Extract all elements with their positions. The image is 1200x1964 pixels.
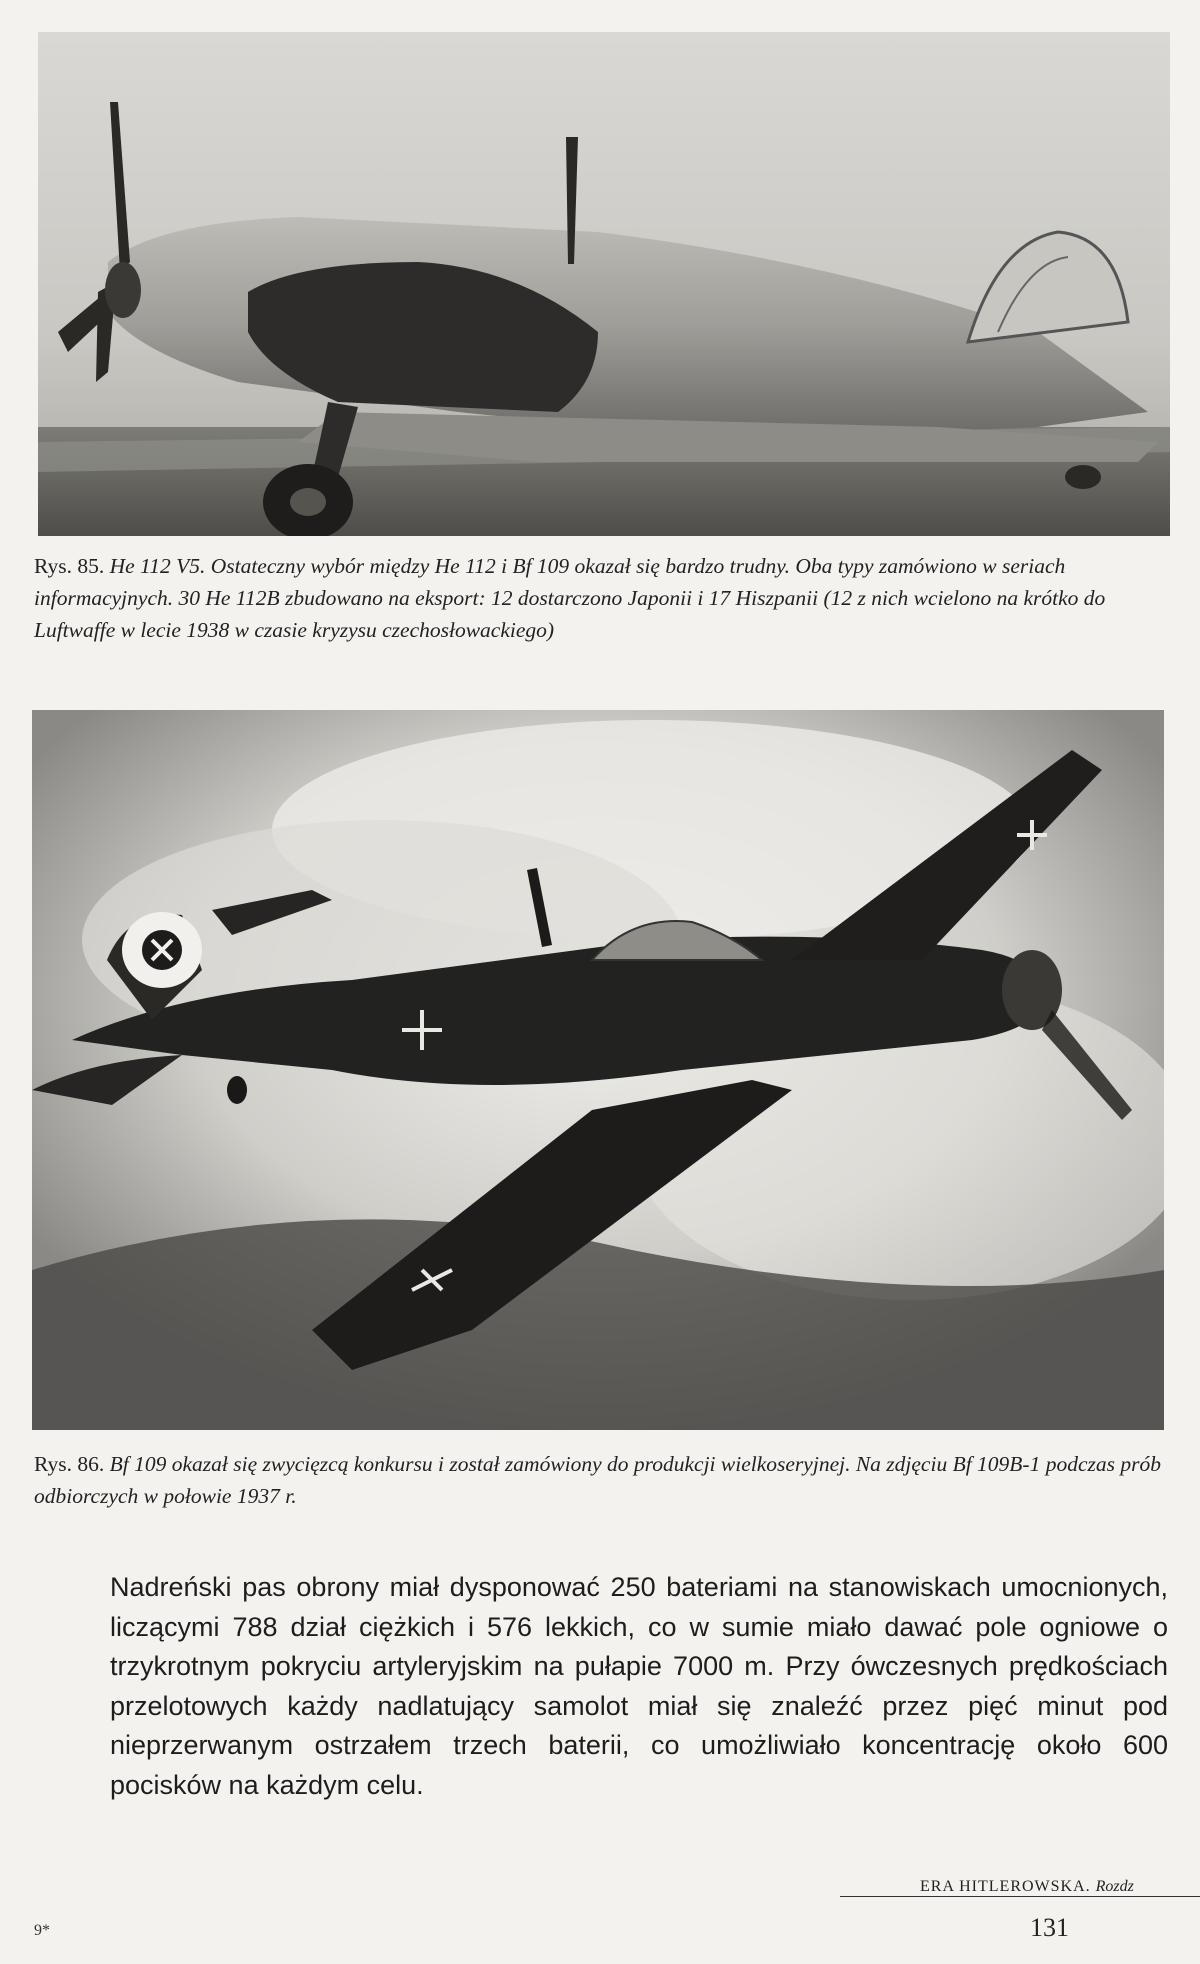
photo-bf-109b-1	[32, 710, 1164, 1430]
figure-caption-85	[34, 550, 1170, 646]
footer-rule	[840, 1896, 1200, 1897]
running-head-chapter: Rozdz	[1095, 1878, 1134, 1895]
figure-number: Rys. 86.	[34, 1452, 105, 1476]
bf-109-aircraft-photo	[32, 710, 1164, 1430]
he-112-aircraft-photo	[38, 32, 1170, 536]
signature-mark: 9*	[34, 1922, 50, 1939]
figure-caption-text: He 112 V5. Ostateczny wybór między He 112 i Bf 109 okazał się bardzo trudny. Oba typy zamówiono w seriach informacyjnych. 30 He 112B zbudowano na eksport: 12 dostarczono Japonii i 17 Hiszpanii (12 z nich wcielono na krótko do Luftwaffe w lecie 1938 w czasie kryzysu czechosłowackiego)	[34, 554, 1106, 642]
running-head-title: ERA HITLEROWSKA.	[920, 1878, 1091, 1895]
photo-he-112-v5	[38, 32, 1170, 536]
page-number: 131	[1030, 1913, 1069, 1942]
figure-caption-text: Bf 109 okazał się zwycięzcą konkursu i został zamówiony do produkcji wielkoseryjnej. Na zdjęciu Bf 109B-1 podczas prób odbiorczych w połowie 1937 r.	[34, 1452, 1161, 1508]
figure-caption-86	[34, 1448, 1170, 1512]
running-head	[920, 1878, 1134, 1896]
body-paragraph: Nadreński pas obrony miał dysponować 250 bateriami na stanowiskach umocnionych, liczącymi 788 dział ciężkich i 576 lekkich, co w sumie miało dawać pole ogniowe o trzykrotnym pokryciu artyleryjskim na pułapie 7000 m. Przy ówczesnych prędkościach przelotowych każdy nadlatujący samolot miał się znaleźć przez pięć minut pod nieprzerwanym ostrzałem trzech baterii, co umożliwiało koncentrację około 600 pocisków na każdym celu.	[110, 1572, 1168, 1800]
figure-number: Rys. 85.	[34, 554, 105, 578]
